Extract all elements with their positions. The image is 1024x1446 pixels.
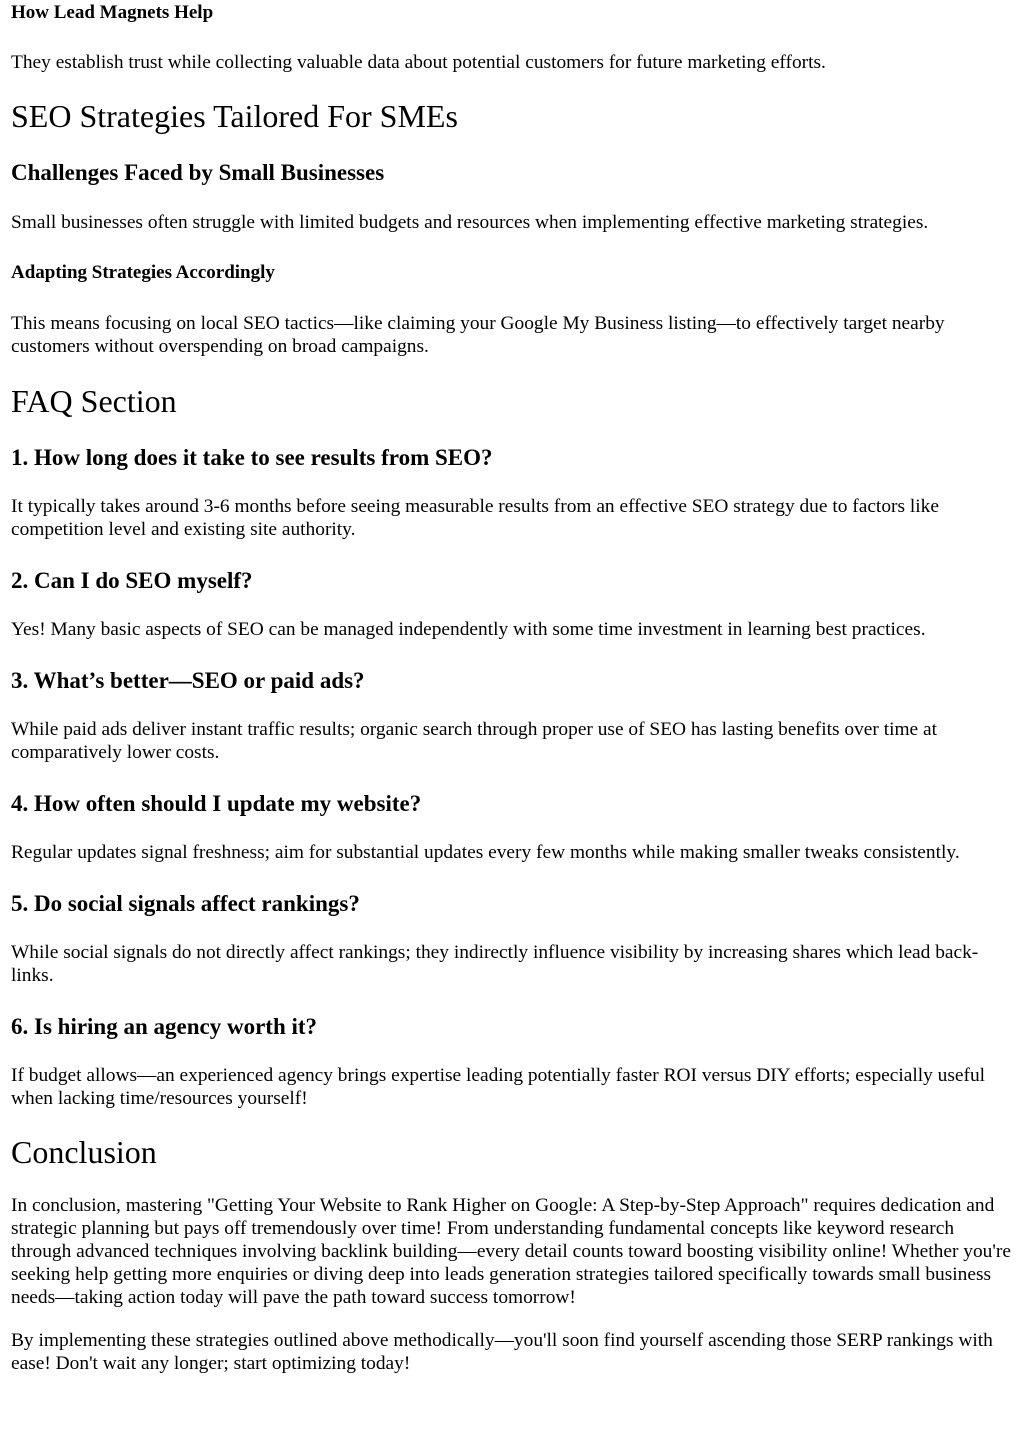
faq-question: 1. How long does it take to see results from SEO? (11, 445, 493, 470)
faq-question: 6. Is hiring an agency worth it? (11, 1014, 318, 1039)
challenges-text: Small businesses often struggle with limited budgets and resources when implementing effective marketing strategies. (11, 212, 929, 233)
conclusion-heading: Conclusion (11, 1134, 157, 1170)
conclusion-paragraph: In conclusion, mastering "Getting Your Website to Rank Higher on Google: A Step-by-Step Approach" requires dedication and strategic planning but pays off tremendously over time! From understanding fundamental concepts like keyword research through advanced techniques involving backlink building—every detail counts toward boosting visibility online! Whether you're seeking help getting more enquiries or diving deep into leads generation strategies tailored specifically towards small business needs—taking action today will pave the path toward success tomorrow! (11, 1195, 1011, 1308)
lead-magnets-help-heading: How Lead Magnets Help (11, 2, 214, 23)
faq-question: 5. Do social signals affect rankings? (11, 891, 360, 916)
faq-heading: FAQ Section (11, 383, 177, 419)
adapting-heading: Adapting Strategies Accordingly (11, 262, 275, 283)
conclusion-paragraph: By implementing these strategies outlined above methodically—you'll soon find yourself ascending those SERP rankings with ease! Don't wait any longer; start optimizing today! (11, 1330, 993, 1374)
faq-answer: It typically takes around 3-6 months before seeing measurable results from an effective SEO strategy due to factors like competition level and existing site authority. (11, 496, 939, 540)
faq-question: 3. What’s better—SEO or paid ads? (11, 668, 365, 693)
seo-sme-heading: SEO Strategies Tailored For SMEs (11, 98, 458, 134)
adapting-text: This means focusing on local SEO tactics—like claiming your Google My Business listing—to effectively target nearby customers without overspending on broad campaigns. (11, 313, 945, 357)
faq-answer: Yes! Many basic aspects of SEO can be managed independently with some time investment in learning best practices. (11, 619, 926, 640)
faq-answer: While social signals do not directly affect rankings; they indirectly influence visibility by increasing shares which lead back-links. (11, 942, 979, 986)
faq-answer: Regular updates signal freshness; aim for substantial updates every few months while making smaller tweaks consistently. (11, 842, 960, 863)
faq-answer: If budget allows—an experienced agency brings expertise leading potentially faster ROI versus DIY efforts; especially useful when lacking time/resources yourself! (11, 1065, 986, 1109)
faq-answer: While paid ads deliver instant traffic results; organic search through proper use of SEO has lasting benefits over time at comparatively lower costs. (11, 719, 937, 763)
challenges-heading: Challenges Faced by Small Businesses (11, 160, 385, 185)
faq-question: 4. How often should I update my website? (11, 791, 422, 816)
faq-question: 2. Can I do SEO myself? (11, 568, 253, 593)
lead-magnets-help-text: They establish trust while collecting valuable data about potential customers for future marketing efforts. (11, 52, 826, 73)
